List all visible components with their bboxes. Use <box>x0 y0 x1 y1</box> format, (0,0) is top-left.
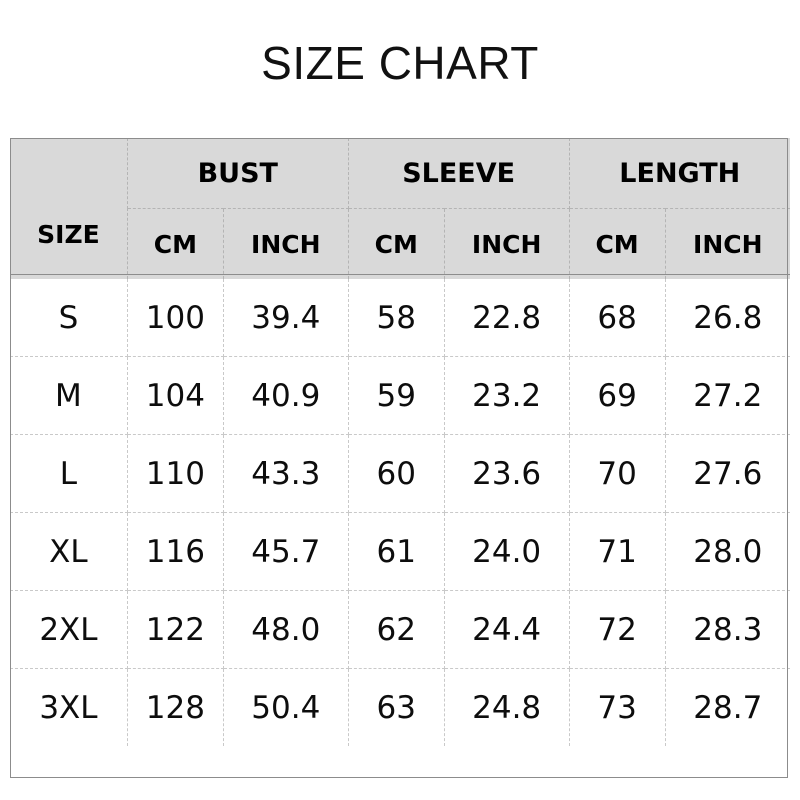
cell-length-cm: 71 <box>569 513 665 591</box>
cell-size: 3XL <box>10 669 127 747</box>
cell-sleeve-inch: 24.8 <box>444 669 569 747</box>
table-row <box>10 435 790 513</box>
column-header-bust-cm: CM <box>127 209 223 280</box>
cell-length-inch: 27.6 <box>665 435 790 513</box>
cell-length-inch: 27.2 <box>665 357 790 435</box>
cell-bust-cm: 122 <box>127 591 223 669</box>
table-header-unit-row <box>10 209 790 280</box>
cell-bust-cm: 110 <box>127 435 223 513</box>
cell-length-cm: 73 <box>569 669 665 747</box>
table-header <box>10 138 790 279</box>
cell-length-inch: 26.8 <box>665 279 790 357</box>
cell-size: S <box>10 279 127 357</box>
cell-bust-cm: 100 <box>127 279 223 357</box>
cell-bust-inch: 39.4 <box>223 279 348 357</box>
cell-bust-inch: 40.9 <box>223 357 348 435</box>
cell-bust-inch: 45.7 <box>223 513 348 591</box>
cell-sleeve-inch: 23.2 <box>444 357 569 435</box>
cell-sleeve-cm: 60 <box>348 435 444 513</box>
column-header-size: SIZE <box>10 138 127 279</box>
cell-sleeve-inch: 24.0 <box>444 513 569 591</box>
cell-bust-cm: 116 <box>127 513 223 591</box>
cell-bust-inch: 50.4 <box>223 669 348 747</box>
column-header-bust-inch: INCH <box>223 209 348 280</box>
cell-size: M <box>10 357 127 435</box>
size-chart-table-wrapper <box>10 138 790 746</box>
cell-size: L <box>10 435 127 513</box>
cell-sleeve-cm: 58 <box>348 279 444 357</box>
column-group-header-length: LENGTH <box>569 138 790 209</box>
cell-sleeve-inch: 22.8 <box>444 279 569 357</box>
cell-size: 2XL <box>10 591 127 669</box>
cell-length-inch: 28.7 <box>665 669 790 747</box>
column-group-header-sleeve: SLEEVE <box>348 138 569 209</box>
column-header-length-inch: INCH <box>665 209 790 280</box>
cell-bust-cm: 128 <box>127 669 223 747</box>
table-row <box>10 591 790 669</box>
cell-size: XL <box>10 513 127 591</box>
cell-sleeve-inch: 23.6 <box>444 435 569 513</box>
cell-sleeve-inch: 24.4 <box>444 591 569 669</box>
table-row <box>10 669 790 747</box>
cell-sleeve-cm: 63 <box>348 669 444 747</box>
cell-bust-inch: 43.3 <box>223 435 348 513</box>
cell-sleeve-cm: 62 <box>348 591 444 669</box>
cell-bust-cm: 104 <box>127 357 223 435</box>
cell-sleeve-cm: 61 <box>348 513 444 591</box>
table-row <box>10 279 790 357</box>
column-group-header-bust: BUST <box>127 138 348 209</box>
cell-bust-inch: 48.0 <box>223 591 348 669</box>
page-title: SIZE CHART <box>261 37 539 89</box>
cell-sleeve-cm: 59 <box>348 357 444 435</box>
column-header-length-cm: CM <box>569 209 665 280</box>
table-row <box>10 513 790 591</box>
cell-length-inch: 28.3 <box>665 591 790 669</box>
cell-length-cm: 72 <box>569 591 665 669</box>
table-header-group-row <box>10 138 790 209</box>
table-body <box>10 279 790 746</box>
table-header-separator <box>10 274 790 275</box>
cell-length-inch: 28.0 <box>665 513 790 591</box>
cell-length-cm: 68 <box>569 279 665 357</box>
cell-length-cm: 69 <box>569 357 665 435</box>
column-header-sleeve-cm: CM <box>348 209 444 280</box>
column-header-sleeve-inch: INCH <box>444 209 569 280</box>
cell-length-cm: 70 <box>569 435 665 513</box>
table-row <box>10 357 790 435</box>
size-chart-table <box>10 138 790 746</box>
